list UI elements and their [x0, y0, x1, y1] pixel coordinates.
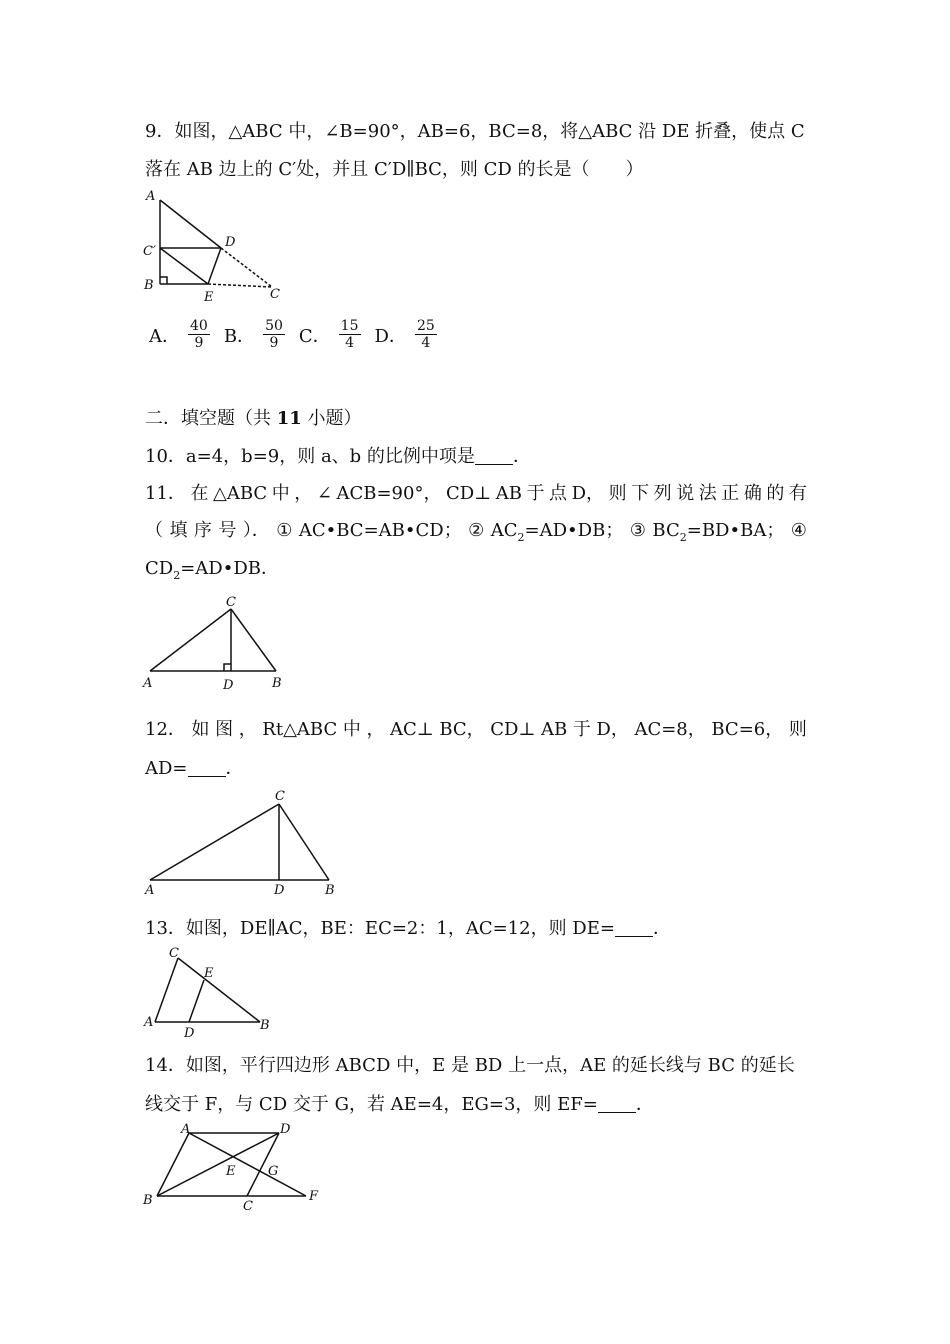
section-heading: 二．填空题（共 11 小题） — [145, 408, 362, 429]
q12-figure — [140, 786, 350, 898]
q12-seg-AC — [150, 804, 279, 880]
q14-label-B: B — [143, 1193, 153, 1208]
q9-figure — [140, 185, 290, 305]
q9-seg-DE — [208, 248, 221, 284]
q11-right-angle-mark — [224, 664, 231, 671]
q12-label-A: A — [145, 883, 155, 898]
q10-answer-blank — [475, 446, 513, 465]
q11-label-C: C — [226, 595, 236, 610]
q9-option-c-frac: $\frac{15}{4}$ — [340, 318, 359, 351]
q9-label-C: C — [270, 287, 280, 302]
q14-line2: 线交于 F，与 CD 交于 G，若 AE=4，EG=3，则 EF= ． — [145, 1094, 654, 1115]
q11-figure — [140, 592, 300, 694]
q11-seg-CB — [231, 609, 276, 671]
q14-seg-AB — [157, 1133, 189, 1196]
q9-option-b-label: B． — [223, 325, 256, 347]
q9-label-A: A — [146, 189, 156, 204]
q11-label-A: A — [143, 676, 153, 691]
q13-seg-DE — [189, 980, 204, 1022]
q14-seg-BD — [157, 1133, 279, 1196]
q11-label-D: D — [223, 678, 234, 693]
q9-seg-AD — [160, 200, 221, 248]
q13-seg-CB — [178, 958, 260, 1022]
q9-seg-DC-dashed — [221, 248, 272, 287]
q9-label-B: B — [144, 278, 154, 293]
q9-line2: 落在 AB 边上的 C′处，并且 C′D∥BC，则 CD 的长是（ ） — [145, 159, 644, 180]
q9-label-D: D — [225, 235, 236, 250]
q14-label-D: D — [280, 1122, 291, 1137]
q12-line2: AD= ． — [145, 758, 244, 779]
q13-label-D: D — [184, 1026, 195, 1038]
q9-option-a-label: A． — [149, 325, 180, 347]
q9-right-angle-mark — [160, 277, 167, 284]
q13-answer-blank — [615, 918, 653, 937]
q10: 10．a=4，b=9，则 a、b 的比例中项是 ． — [145, 446, 531, 467]
q9-label-E: E — [204, 290, 214, 305]
q12-answer-blank — [188, 758, 226, 777]
q13: 13．如图，DE∥AC，BE：EC=2：1，AC=12，则 DE= ． — [145, 918, 671, 939]
q12-line1: 12． 如 图 ， Rt△ABC 中 ， AC⊥ BC， CD⊥ AB 于 D， AC=8， BC=6， 则 — [145, 719, 807, 740]
q12-seg-CB — [279, 804, 329, 880]
q13-figure — [140, 942, 280, 1038]
q11-line3: $CD_2=AD•DB$． — [145, 558, 280, 582]
q13-label-B: B — [260, 1018, 270, 1033]
q13-seg-AC — [155, 958, 178, 1022]
q11-line2: （ 填 序 号 ）． ① AC•BC=AB•CD； ② $AC_2=AD•DB$； ③ $BC_2=BD•BA$； ④ — [145, 520, 807, 544]
q14-label-C: C — [243, 1199, 253, 1214]
q13-label-E: E — [204, 966, 214, 981]
q12-label-C: C — [275, 789, 285, 804]
q9-line1: 9．如图，△ABC 中，∠B=90°，AB=6，BC=8，将△ABC 沿 DE 折叠，使点 C — [145, 121, 805, 142]
q9-option-d-label: D． — [374, 325, 407, 347]
q9-option-d-frac: $\frac{25}{4}$ — [416, 318, 435, 351]
q14-answer-blank — [598, 1094, 636, 1113]
q9-label-Cprime: C′ — [143, 244, 156, 259]
q9-option-a-frac: $\frac{40}{9}$ — [190, 318, 208, 351]
q13-label-C: C — [169, 946, 179, 961]
q14-label-G: G — [268, 1164, 279, 1179]
q13-label-A: A — [144, 1015, 154, 1030]
q11-seg-AC — [150, 609, 231, 671]
q12-label-B: B — [325, 883, 335, 898]
q14-label-A: A — [181, 1122, 191, 1137]
q11-label-B: B — [272, 676, 282, 691]
q14-figure — [138, 1120, 328, 1216]
q14-label-F: F — [309, 1189, 319, 1204]
q9-option-c-label: C． — [298, 325, 331, 347]
q14-label-E: E — [226, 1164, 236, 1179]
q9-option-b-frac: $\frac{50}{9}$ — [265, 318, 283, 351]
q14-seg-AF — [189, 1133, 306, 1196]
q9-seg-EC-dashed — [208, 284, 272, 287]
q11-line1: 11． 在 △ABC 中 ， ∠ ACB=90°， CD⊥ AB 于 点 D， 则 下 列 说 法 正 确 的 有 — [145, 483, 807, 504]
q14-line1: 14．如图，平行四边形 ABCD 中，E 是 BD 上一点，AE 的延长线与 BC 的延长 — [145, 1055, 795, 1076]
q9-options — [145, 318, 447, 351]
q12-label-D: D — [274, 883, 285, 898]
